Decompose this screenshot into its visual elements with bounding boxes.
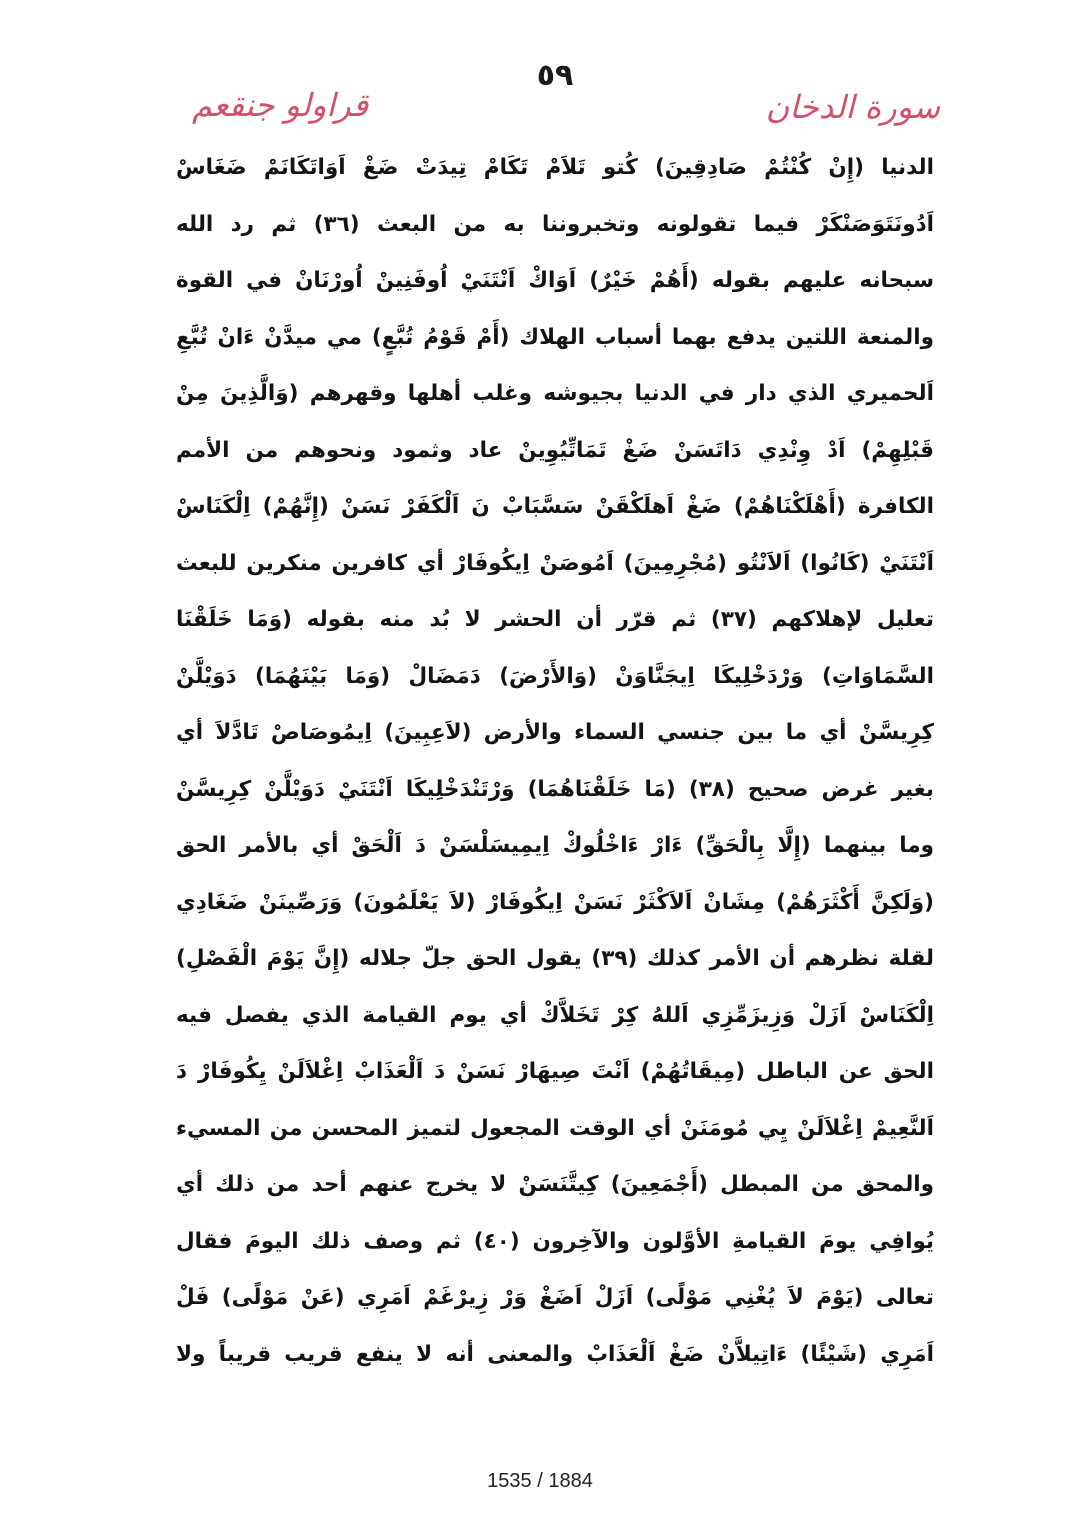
text-line: اِلْكَنَاسْ اَزَلْ وَزِيزَمِّزِي اَللهُ كِرْ تَخَلاَّكْ أي يوم القيامة الذي يفصل فيه [176,1002,934,1028]
text-line: تعليل لإهلاكهم (٣٧) ثم قرّر أن الحشر لا بُد منه بقوله (وَمَا خَلَقْنَا [176,607,934,632]
text-line: الحق عن الباطل (مِيقَاتُهُمْ) اَنْتَ صِيهَارْ نَسَنْ دَ اَلْعَذَابْ اِغْلاَلَنْ يِكُوفَارْ دَ [176,1059,934,1084]
body-text [176,140,934,1383]
text-line: (وَلَكِنَّ أَكْثَرَهُمْ) مِشَانْ اَلاَكْثَرْ نَسَنْ اِيكُوفَارْ (لاَ يَعْلَمُونَ) وَرَصِّينَنْ ضَغَادِي [176,889,934,915]
handwritten-note-surah: سورة الدخان [765,88,940,126]
page-number: ٥٩ [536,58,574,93]
text-line: اَمَرِي (شَيْئًا) ءَاتِيلاَّنْ ضَغْ اَلْعَذَابْ والمعنى أنه لا ينفع قريب قريباً ولا [176,1341,934,1367]
text-line: الكافرة (أَهْلَكْنَاهُمْ) ضَغْ اَهلَكْقَنْ سَسَّبَابْ نَ اَلْكَفَرْ نَسَنْ (إِنَّهُمْ) اِلْكَنَاسْ [176,494,934,519]
text-line: تعالى (يَوْمَ لاَ يُغْنِي مَوْلًى) اَزَلْ اَضَغْ وَرْ زِيرْغَمْ اَمَرِي (عَنْ مَوْلًى) فَلْ [176,1285,934,1310]
text-line: وما بينهما (إِلَّا بِالْحَقِّ) ءَارْ ءَاخْلُوكْ اِيمِيسَلْسَنْ دَ اَلْحَقْ أي بالأمر الحق [176,833,934,858]
text-line: قَبْلِهِمْ) اَدْ وِنْدِي دَاتَسَنْ ضَغْ تَمَاتِّيُوِينْ عاد وثمود ونحوهم من الأمم [176,437,934,463]
text-line: اَلنَّعِيمْ اِغْلاَلَنْ يِي مُومَنَنْ أي الوقت المجعول لتميز المحسن من المسيء [176,1115,934,1141]
text-line: الدنيا (إِنْ كُنْتُمْ صَادِقِينَ) كُتو تَلاَمْ تَكَامْ تِيدَتْ ضَغْ اَوَاتَكَانَمْ ضَغَاسْ [176,155,934,180]
text-line: اَدُونَتَوَصَنْكَرْ فيما تقولونه وتخبروننا به من البعث (٣٦) ثم رد الله [176,211,934,237]
page-counter: 1535 / 1884 [487,1470,593,1492]
text-line: سبحانه عليهم بقوله (أَهُمْ خَيْرٌ) اَوَاكْ اَنْتَنَيْ اُوفَنِينْ اُورْنَانْ في القوة [176,268,934,293]
text-line: يُوافِي يومَ القيامةِ الأوَّلون والآخِرون (٤٠) ثم وصف ذلك اليومَ فقال [176,1228,934,1254]
text-line: السَّمَاوَاتِ) وَرْدَخْلِيكَا اِيجَنَّاوَنْ (وَالأَرْضَ) دَمَضَالْ (وَمَا بَيْنَهُمَا) دَوَيْلَّنْ [176,663,934,689]
text-line: بغير غرض صحيح (٣٨) (مَا خَلَقْنَاهُمَا) وَرْتَنْدَخْلِيكَا اَنْتَنَيْ دَوَيْلَّنْ كِرِيسَّنْ [176,776,934,802]
text-line: اَنْتَنَيْ (كَانُوا) اَلاَنْتُو (مُجْرِمِينَ) اَمُوصَنْ اِيكُوفَارْ أي كافرين منكرين للبعث [176,550,934,576]
handwritten-note-margin: قراولو جنقعم [192,86,369,124]
text-line: والمنعة اللتين يدفع بهما أسباب الهلاك (أَمْ قَوْمُ تُبَّعٍ) مي ميدَّنْ ءَانْ تُبَّعِ [176,324,934,350]
text-line: كِرِيسَّنْ أي ما بين جنسي السماء والأرض (لاَعِبِينَ) اِيمُوصَاصْ تَادَّلاَ أي [176,720,934,745]
text-line: لقلة نظرهم أن الأمر كذلك (٣٩) يقول الحق جلّ جلاله (إِنَّ يَوْمَ الْفَصْلِ) [176,946,934,971]
text-line: والمحق من المبطل (أَجْمَعِينَ) كِيتَّنَسَنْ لا يخرج عنهم أحد من ذلك أي [176,1172,934,1197]
text-line: اَلحميري الذي دار في الدنيا بجيوشه وغلب أهلها وقهرهم (وَالَّذِينَ مِنْ [176,381,934,406]
